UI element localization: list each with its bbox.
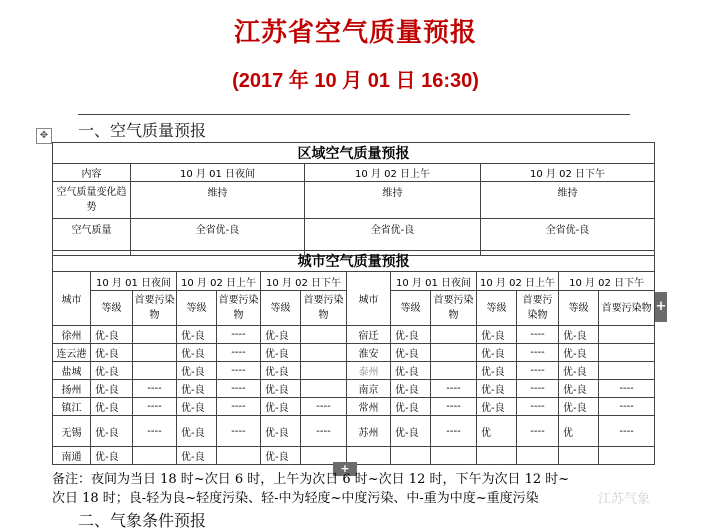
grade-cell: 优-良 [261, 398, 301, 416]
pollutant-cell: ---- [517, 380, 559, 398]
city-name: 镇江 [53, 398, 91, 416]
pollutant-cell [301, 380, 347, 398]
section-heading-air-quality: 一、空气质量预报 [78, 121, 207, 140]
pollutant-cell [133, 362, 177, 380]
city-right-period-1: 10 月 01 日夜间 [391, 272, 477, 291]
grade-cell: 优-良 [477, 380, 517, 398]
grade-cell: 优-良 [261, 380, 301, 398]
pollutant-cell [301, 344, 347, 362]
header-divider [78, 114, 630, 115]
grade-cell: 优 [559, 416, 599, 447]
note-line-2: 次日 18 时；良-轻为良~轻度污染、轻-中为轻度~中度污染、中-重为中度~重度污染 [52, 491, 539, 506]
document-datetime: (2017 年 10 月 01 日 16:30) [232, 70, 479, 92]
city-name: 常州 [347, 398, 391, 416]
city-left-period-3: 10 月 02 日下午 [261, 272, 347, 291]
pollutant-header: 首要污染物 [431, 291, 477, 326]
grade-cell: 优-良 [177, 380, 217, 398]
pollutant-cell: ---- [217, 416, 261, 447]
pollutant-cell: ---- [517, 398, 559, 416]
grade-header: 等级 [177, 291, 217, 326]
regional-period-3: 10 月 02 日下午 [481, 164, 655, 182]
pollutant-cell: ---- [599, 380, 655, 398]
pollutant-cell: ---- [517, 344, 559, 362]
note-line-1: 备注：夜间为当日 18 时~次日 6 时，上午为次日 6 时~次日 12 时，下午为次日 12 时~ [52, 472, 570, 487]
pollutant-cell: ---- [431, 380, 477, 398]
trend-label: 空气质量变化趋势 [53, 182, 131, 219]
pollutant-cell [517, 447, 559, 465]
trend-value-1: 维持 [131, 182, 305, 219]
grade-cell: 优-良 [91, 380, 133, 398]
pollutant-cell: ---- [217, 362, 261, 380]
pollutant-cell: ---- [599, 416, 655, 447]
grade-cell: 优-良 [177, 362, 217, 380]
grade-cell: 优-良 [559, 362, 599, 380]
city-header-right: 城市 [347, 272, 391, 326]
pollutant-cell: ---- [599, 398, 655, 416]
grade-cell [559, 447, 599, 465]
pollutant-cell: ---- [133, 380, 177, 398]
city-name: 泰州 [347, 362, 391, 380]
grade-cell: 优-良 [177, 326, 217, 344]
city-name: 扬州 [53, 380, 91, 398]
grade-cell: 优-良 [261, 344, 301, 362]
grade-cell: 优-良 [91, 398, 133, 416]
pollutant-header: 首要污染物 [133, 291, 177, 326]
pollutant-cell: ---- [431, 416, 477, 447]
grade-header: 等级 [391, 291, 431, 326]
table-row [53, 380, 655, 398]
pollutant-header: 首要污染物 [599, 291, 655, 326]
watermark-logo: 江苏气象 [598, 492, 651, 507]
pollutant-cell [599, 344, 655, 362]
pollutant-header: 首要污染物 [217, 291, 261, 326]
grade-cell: 优 [477, 416, 517, 447]
trend-value-2: 维持 [305, 182, 481, 219]
pollutant-cell: ---- [517, 416, 559, 447]
city-header-left: 城市 [53, 272, 91, 326]
city-caption: 城市空气质量预报 [53, 251, 655, 272]
grade-header: 等级 [91, 291, 133, 326]
pollutant-cell [599, 326, 655, 344]
grade-cell: 优-良 [477, 398, 517, 416]
pollutant-header: 首要污染物 [301, 291, 347, 326]
regional-forecast-table [52, 142, 655, 256]
pollutant-cell [431, 344, 477, 362]
pollutant-cell: ---- [133, 416, 177, 447]
pollutant-cell [217, 447, 261, 465]
pollutant-cell: ---- [217, 380, 261, 398]
grade-cell: 优-良 [477, 344, 517, 362]
grade-cell: 优-良 [91, 344, 133, 362]
grade-cell [391, 447, 431, 465]
grade-cell: 优-良 [261, 447, 301, 465]
grade-cell: 优-良 [261, 416, 301, 447]
grade-cell: 优-良 [391, 380, 431, 398]
city-name: 宿迁 [347, 326, 391, 344]
pollutant-header: 首要污染物 [517, 291, 559, 326]
grade-cell: 优-良 [91, 447, 133, 465]
pollutant-cell [431, 326, 477, 344]
grade-cell: 优-良 [391, 398, 431, 416]
grade-cell: 优-良 [559, 398, 599, 416]
grade-cell: 优-良 [177, 447, 217, 465]
grade-header: 等级 [261, 291, 301, 326]
city-left-period-1: 10 月 01 日夜间 [91, 272, 177, 291]
city-name: 南京 [347, 380, 391, 398]
pollutant-cell [599, 447, 655, 465]
regional-col-label: 内容 [53, 164, 131, 182]
regional-caption: 区域空气质量预报 [53, 143, 655, 164]
table-row [53, 398, 655, 416]
pollutant-cell [431, 362, 477, 380]
grade-cell [477, 447, 517, 465]
pollutant-cell [133, 447, 177, 465]
regional-period-1: 10 月 01 日夜间 [131, 164, 305, 182]
pollutant-cell [301, 326, 347, 344]
quality-value-2: 全省优-良 [305, 219, 481, 256]
regional-period-2: 10 月 02 日上午 [305, 164, 481, 182]
city-name: 徐州 [53, 326, 91, 344]
grade-cell: 优-良 [559, 344, 599, 362]
grade-cell: 优-良 [391, 362, 431, 380]
grade-cell: 优-良 [559, 326, 599, 344]
grade-cell: 优-良 [261, 326, 301, 344]
grade-cell: 优-良 [559, 380, 599, 398]
grade-cell: 优-良 [391, 326, 431, 344]
table-row [53, 326, 655, 344]
city-forecast-table [52, 250, 655, 465]
pollutant-cell: ---- [517, 362, 559, 380]
document-title: 江苏省空气质量预报 [233, 18, 477, 48]
city-name: 南通 [53, 447, 91, 465]
city-name: 淮安 [347, 344, 391, 362]
grade-cell: 优-良 [177, 398, 217, 416]
city-left-period-2: 10 月 02 日上午 [177, 272, 261, 291]
table-row [53, 344, 655, 362]
grade-cell: 优-良 [91, 326, 133, 344]
table-row [53, 416, 655, 447]
pollutant-cell [301, 362, 347, 380]
grade-header: 等级 [559, 291, 599, 326]
grade-cell: 优-良 [91, 416, 133, 447]
pollutant-cell: ---- [301, 398, 347, 416]
grade-cell: 优-良 [477, 362, 517, 380]
quality-value-3: 全省优-良 [481, 219, 655, 256]
note-text [52, 470, 662, 508]
grade-cell: 优-良 [261, 362, 301, 380]
pollutant-cell: ---- [217, 326, 261, 344]
city-name: 苏州 [347, 416, 391, 447]
pollutant-cell [431, 447, 477, 465]
city-right-period-2: 10 月 02 日上午 [477, 272, 559, 291]
pollutant-cell [133, 326, 177, 344]
quality-label: 空气质量 [53, 219, 131, 256]
grade-header: 等级 [477, 291, 517, 326]
grade-cell: 优-良 [177, 416, 217, 447]
pollutant-cell: ---- [431, 398, 477, 416]
grade-cell: 优-良 [177, 344, 217, 362]
city-right-period-3: 10 月 02 日下午 [559, 272, 655, 291]
grade-cell: 优-良 [391, 344, 431, 362]
trend-value-3: 维持 [481, 182, 655, 219]
pollutant-cell: ---- [217, 344, 261, 362]
pollutant-cell [599, 362, 655, 380]
pollutant-cell: ---- [217, 398, 261, 416]
grade-cell: 优-良 [91, 362, 133, 380]
grade-cell: 优-良 [391, 416, 431, 447]
city-name: 连云港 [53, 344, 91, 362]
add-row-button[interactable]: + [333, 462, 357, 476]
table-row [53, 362, 655, 380]
grade-cell: 优-良 [477, 326, 517, 344]
table-move-handle-icon[interactable]: ✥ [36, 128, 52, 144]
pollutant-cell [133, 344, 177, 362]
pollutant-cell: ---- [133, 398, 177, 416]
pollutant-cell: ---- [301, 416, 347, 447]
city-name: 盐城 [53, 362, 91, 380]
add-column-button[interactable]: + [655, 292, 667, 322]
pollutant-cell: ---- [517, 326, 559, 344]
city-name: 无锡 [53, 416, 91, 447]
quality-value-1: 全省优-良 [131, 219, 305, 256]
section-heading-weather: 二、气象条件预报 [78, 511, 207, 530]
